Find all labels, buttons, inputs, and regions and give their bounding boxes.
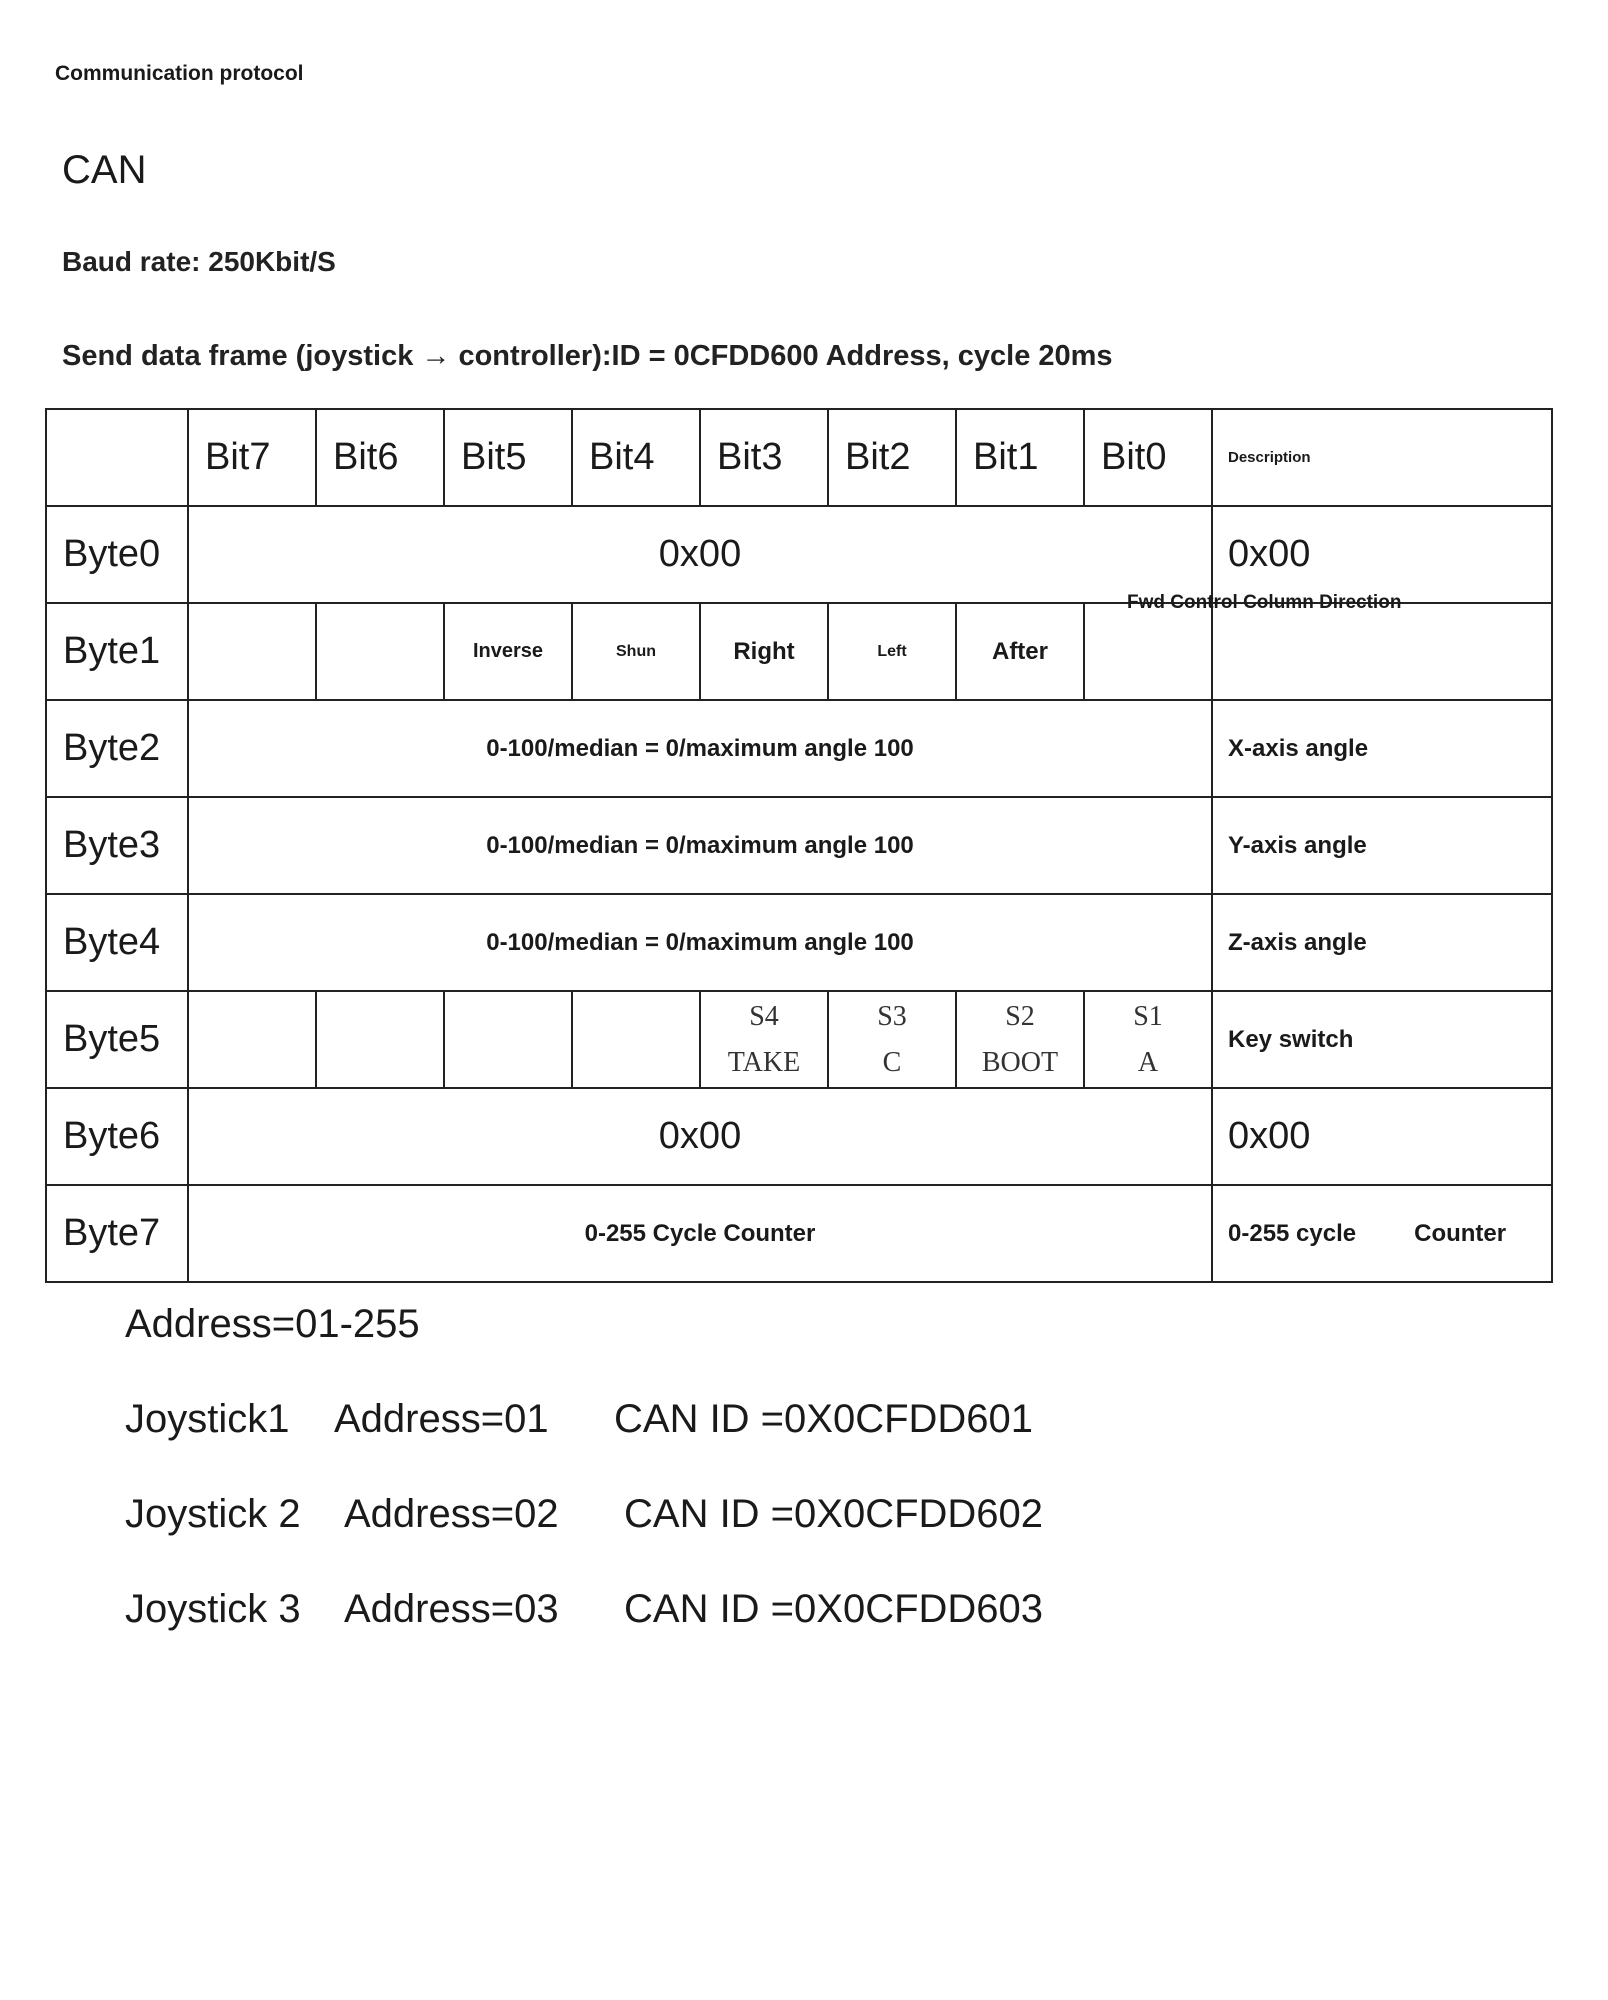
bit-inverse: Inverse — [444, 603, 572, 700]
byte-description: Y-axis angle — [1212, 797, 1552, 894]
table-row-byte5 — [46, 991, 1552, 1088]
protocol-table — [45, 408, 1553, 1283]
address-range: Address=01-255 — [125, 1302, 420, 1346]
byte-description: 0x00 — [1212, 1088, 1552, 1185]
bit-right: Right — [700, 603, 828, 700]
row-label: Byte4 — [46, 894, 188, 991]
fwd-direction-label: Fwd Control Column Direction — [1127, 592, 1402, 613]
bit-after: After — [956, 603, 1084, 700]
joystick-1-can-id: CAN ID =0X0CFDD601 — [614, 1397, 1034, 1441]
bit-fwd-cell — [1084, 592, 1402, 700]
key-name: A — [1137, 1046, 1159, 1078]
byte-value: 0x00 — [188, 506, 1212, 603]
byte-description: X-axis angle — [1212, 700, 1552, 797]
byte-description: Z-axis angle — [1212, 894, 1552, 991]
frame-description: Send data frame (joystick → controller):ID = 0CFDD600 Address, cycle 20ms — [62, 340, 1113, 372]
empty-cell — [444, 991, 572, 1088]
table-row-byte3 — [46, 797, 1552, 894]
table-row-byte6 — [46, 1088, 1552, 1185]
joystick-3-name: Joystick 3 — [125, 1587, 301, 1631]
key-id: S3 — [877, 1000, 907, 1032]
empty-cell — [572, 991, 700, 1088]
col-header-bit4: Bit4 — [572, 409, 700, 506]
corner-cell — [46, 409, 188, 506]
byte-description: 0x00 — [1212, 506, 1552, 603]
row-label: Byte3 — [46, 797, 188, 894]
col-header-bit5: Bit5 — [444, 409, 572, 506]
empty-cell — [316, 603, 444, 700]
key-s4-take — [700, 991, 828, 1088]
byte-value: 0-100/median = 0/maximum angle 100 — [188, 797, 1212, 894]
empty-cell — [188, 991, 316, 1088]
table-row-byte1 — [46, 603, 1552, 700]
desc-part-2: Counter — [1414, 1219, 1507, 1247]
joystick-2-name: Joystick 2 — [125, 1492, 301, 1536]
table-row-byte7 — [46, 1185, 1552, 1282]
row-label: Byte5 — [46, 991, 188, 1088]
joystick-1-name: Joystick1 — [125, 1397, 290, 1441]
key-name: TAKE — [727, 1046, 801, 1078]
byte-value: 0-100/median = 0/maximum angle 100 — [188, 894, 1212, 991]
col-header-bit6: Bit6 — [316, 409, 444, 506]
key-id: S2 — [1005, 1000, 1035, 1032]
col-header-bit0: Bit0 — [1084, 409, 1212, 506]
byte-description — [1212, 1185, 1552, 1282]
joystick-3-can-id: CAN ID =0X0CFDD603 — [624, 1587, 1044, 1631]
byte-description: Key switch — [1212, 991, 1552, 1088]
bit-left: Left — [828, 603, 956, 700]
empty-cell — [316, 991, 444, 1088]
document-title: Communication protocol — [55, 62, 304, 85]
byte-description — [1212, 603, 1552, 700]
byte-value: 0-100/median = 0/maximum angle 100 — [188, 700, 1212, 797]
col-header-bit2: Bit2 — [828, 409, 956, 506]
joystick-2-address: Address=02 — [344, 1492, 559, 1536]
row-label: Byte6 — [46, 1088, 188, 1185]
key-name: C — [882, 1046, 902, 1078]
key-s3-c — [828, 991, 956, 1088]
key-name: BOOT — [981, 1046, 1059, 1078]
baud-rate: Baud rate: 250Kbit/S — [62, 246, 336, 277]
col-header-bit1: Bit1 — [956, 409, 1084, 506]
byte-value: 0x00 — [188, 1088, 1212, 1185]
key-id: S1 — [1133, 1000, 1163, 1032]
bit-shun: Shun — [572, 603, 700, 700]
desc-part-1: 0-255 cycle — [1228, 1219, 1357, 1247]
key-s1-a — [1084, 991, 1212, 1088]
row-label: Byte0 — [46, 506, 188, 603]
joystick-1-address: Address=01 — [334, 1397, 549, 1441]
table-row-byte4 — [46, 894, 1552, 991]
table-row-byte2 — [46, 700, 1552, 797]
row-label: Byte1 — [46, 603, 188, 700]
byte-value: 0-255 Cycle Counter — [188, 1185, 1212, 1282]
protocol-name: CAN — [62, 148, 147, 192]
col-header-bit7: Bit7 — [188, 409, 316, 506]
row-label: Byte2 — [46, 700, 188, 797]
key-id: S4 — [749, 1000, 779, 1032]
joystick-2-can-id: CAN ID =0X0CFDD602 — [624, 1492, 1044, 1536]
row-label: Byte7 — [46, 1185, 188, 1282]
empty-cell — [188, 603, 316, 700]
table-header-row — [46, 409, 1552, 506]
col-header-bit3: Bit3 — [700, 409, 828, 506]
key-s2-boot — [956, 991, 1084, 1088]
joystick-3-address: Address=03 — [344, 1587, 559, 1631]
col-header-description: Description — [1212, 409, 1552, 506]
table-row-byte0 — [46, 506, 1552, 603]
